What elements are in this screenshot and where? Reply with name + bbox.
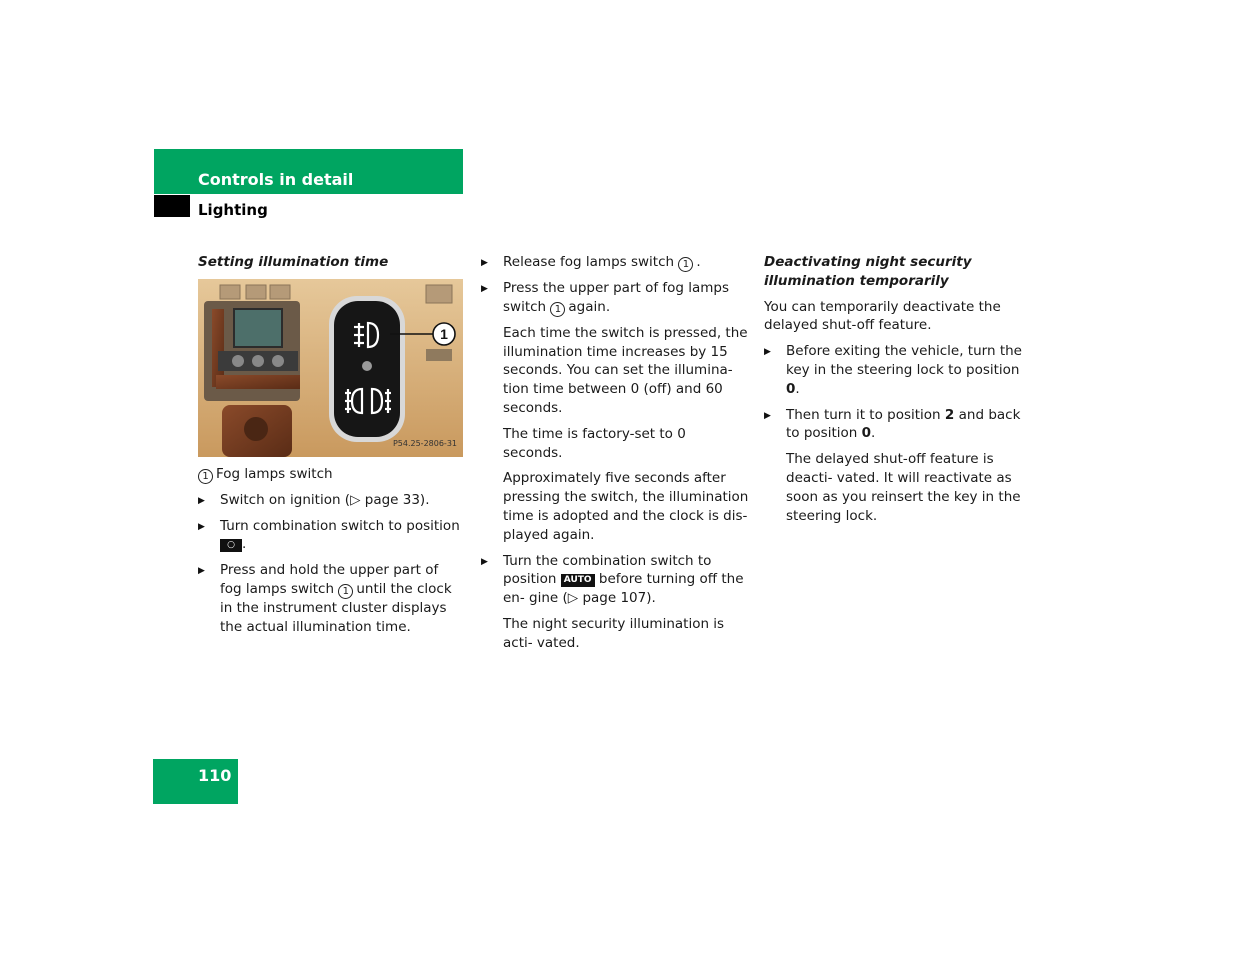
dashboard-illustration xyxy=(198,279,463,457)
figure-legend: 1 Fog lamps switch xyxy=(198,465,463,484)
callout-ref: 1 xyxy=(678,257,693,272)
list-item: ▶ Release fog lamps switch 1 . xyxy=(481,253,749,272)
auto-position-icon: AUTO xyxy=(561,574,595,587)
column-2 xyxy=(481,253,749,660)
fog-lamps-switch-figure xyxy=(198,279,463,457)
column-3 xyxy=(764,253,1034,532)
list-item: ▶ Before exiting the vehicle, turn the key in the steering lock to position 0. xyxy=(764,342,1034,398)
callout-ref: 1 xyxy=(338,584,353,599)
callout-ref: 1 xyxy=(198,469,213,484)
paragraph: The night security illumination is acti- vated. xyxy=(503,615,725,651)
list-item: ▶ Press and hold the upper part of fog lamps switch 1 until the clock in the instrument cluster displays the actual illumination time. xyxy=(198,561,463,636)
heading-deactivating-night-security: Deactivating night security illumination temporarily xyxy=(764,254,972,289)
paragraph: You can temporarily deactivate the delayed shut-off feature. xyxy=(764,298,1001,334)
subsection-marker xyxy=(154,195,190,217)
heading-setting-illumination-time: Setting illumination time xyxy=(198,254,389,270)
paragraph: Approximately five seconds after pressing the switch, the illumination time is adopted and the clock is dis- played again. xyxy=(503,470,749,543)
combination-switch-off-icon: ○ xyxy=(220,539,242,552)
list-item: ▶ Then turn it to position 2 and back to position 0. xyxy=(764,406,1034,444)
figure-code: P54.25-2806-31 xyxy=(392,439,457,448)
paragraph: Each time the switch is pressed, the illumination time increases by 15 seconds. You can set the illumina- tion time between 0 (off) and 60 seconds. xyxy=(503,324,748,416)
callout-ref: 1 xyxy=(550,302,565,317)
list-item: ▶ Press the upper part of fog lamps switch 1 again. xyxy=(481,279,749,317)
list-item: ▶ Turn the combination switch to position AUTO before turning off the en- gine (▷ page 107). xyxy=(481,552,749,608)
paragraph: The time is factory-set to 0 seconds. xyxy=(503,425,686,461)
paragraph: The delayed shut-off feature is deacti- vated. It will reactivate as soon as you reinsert the key in the steering lock. xyxy=(786,451,1021,524)
subsection-title: Lighting xyxy=(198,201,268,219)
page-number: 110 xyxy=(198,766,232,785)
callout-number: 1 xyxy=(440,325,448,342)
column-1 xyxy=(198,253,463,644)
section-title: Controls in detail xyxy=(198,170,354,189)
list-item: ▶ Switch on ignition (▷ page 33). xyxy=(198,491,463,510)
list-item: ▶ Turn combination switch to position ○ . xyxy=(198,517,463,555)
